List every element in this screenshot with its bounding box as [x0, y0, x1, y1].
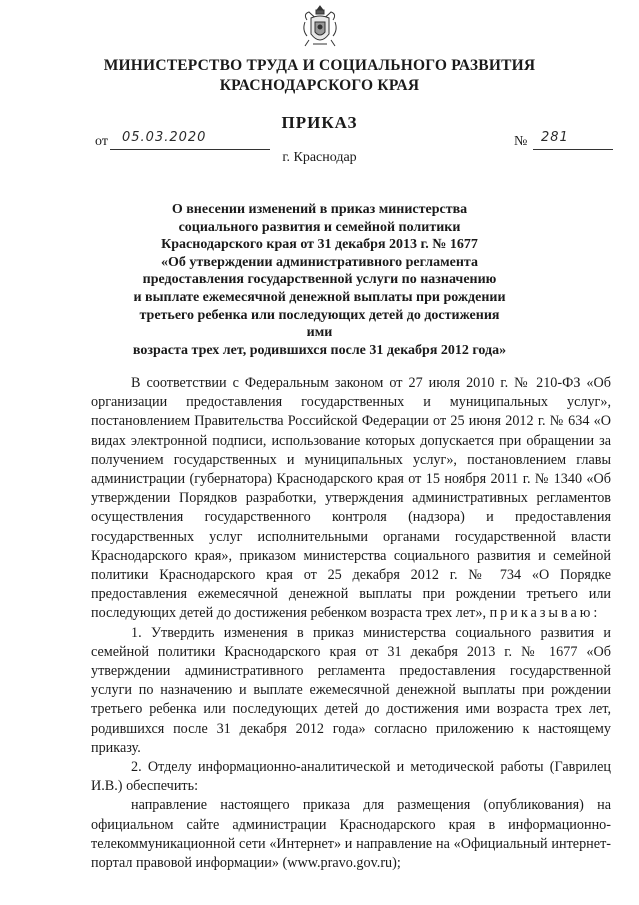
- document-body: [91, 374, 611, 873]
- document-title: [130, 201, 509, 359]
- ministry-name: [0, 56, 639, 96]
- item-1-paragraph: 1. Утвердить изменения в приказ министерства социального развития и семейной политики Краснодарского края от 31 декабря 2013 г. № 1677 «Об утверждении административного регламента предоставления государственной услуги по назначению и выплате ежемесячной денежной выплаты при рождении третьего ребенка или последующих детей до достижения ими возраста трех лет, родившихся после 31 декабря 2012 года» согласно приложению к настоящему приказу.: [91, 624, 611, 756]
- handwritten-number: 281: [541, 130, 569, 145]
- item-2-subparagraph: направление настоящего приказа для размещения (опубликования) на официальном сайте администрации Краснодарского края в информационно-телекоммуникационной сети «Интернет» и направление на «Официальный интернет-портал правовой информации» (www.pravo.gov.ru);: [91, 797, 611, 872]
- order-command: приказываю:: [489, 605, 601, 622]
- title-line: возраста трех лет, родившихся после 31 декабря 2012 года»: [132, 342, 507, 358]
- title-line: О внесении изменений в приказ министерства: [171, 202, 468, 217]
- number-prefix: №: [514, 134, 528, 149]
- preamble-paragraph: [91, 374, 611, 624]
- ministry-line-1: МИНИСТЕРСТВО ТРУДА И СОЦИАЛЬНОГО РАЗВИТИЯ: [103, 57, 536, 74]
- date-prefix: от: [95, 134, 108, 149]
- city-label: г. Краснодар: [282, 150, 357, 165]
- ministry-line-2: КРАСНОДАРСКОГО КРАЯ: [219, 77, 420, 94]
- title-line: «Об утверждении административного регламента: [161, 254, 478, 270]
- preamble-text: В соответствии с Федеральным законом от 27 июля 2010 г. № 210-ФЗ «Об организации предоставления государственных и муниципальных услуг», постановлением Правительства Российской Федерации от 25 июня 2012 г. № 634 «О видах электронной подписи, использование которых допускается при обращении за получением государственных и муниципальных услуг», постановлением главы администрации (губернатора) Краснодарского края от 15 ноября 2011 г. № 1340 «Об утверждении Порядков разработки, утверждения административных регламентов осуществления государственного контроля (надзора) и предоставления государственных услуг исполнительными органами государственной власти Краснодарского края», приказом министерства социального развития и семейной политики Краснодарского края от 25 декабря 2012 г. № 734 «О Порядке предоставления ежемесячной денежной выплаты при рождении третьего или последующих детей до достижения ребенком возраста трех лет»,: [91, 375, 611, 622]
- handwritten-date: 05.03.2020: [122, 130, 207, 145]
- order-heading: ПРИКАЗ: [281, 113, 358, 132]
- coat-of-arms-emblem: [299, 2, 341, 52]
- title-line: предоставления государственной услуги по назначению: [142, 272, 497, 288]
- title-line: социального развития и семейной политики: [178, 219, 461, 235]
- title-line: Краснодарского края от 31 декабря 2013 г. № 1677: [161, 237, 478, 253]
- item-2-paragraph: 2. Отделу информационно-аналитической и методической работы (Гаврилец И.В.) обеспечить:: [91, 759, 611, 795]
- title-line: третьего ребенка или последующих детей до достижения ими: [139, 307, 500, 341]
- title-line: и выплате ежемесячной денежной выплаты при рождении: [133, 289, 506, 305]
